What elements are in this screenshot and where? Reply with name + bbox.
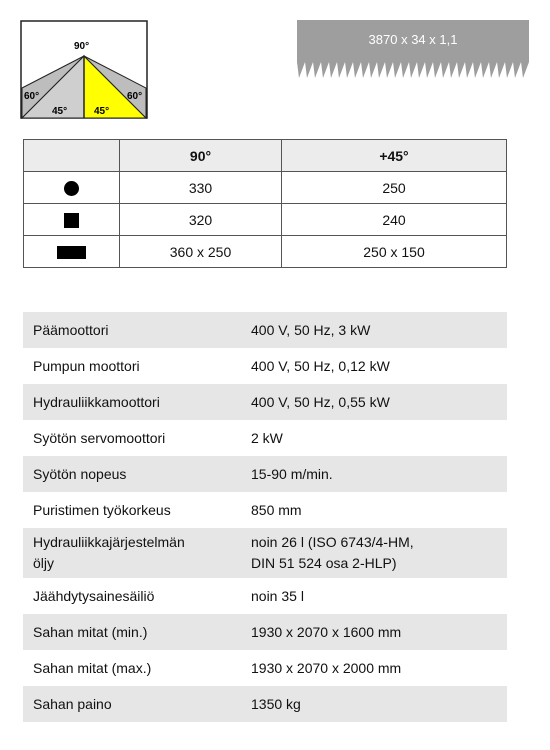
table-row xyxy=(24,236,507,268)
angle-label-left-60: 60° xyxy=(24,91,40,102)
spec-row xyxy=(23,614,507,650)
header-45: +45° xyxy=(282,140,507,172)
spec-label: Hydrauliikkajärjestelmän xyxy=(33,534,185,550)
spec-label: Syötön nopeus xyxy=(23,456,241,492)
square-icon xyxy=(64,213,79,228)
circle-icon xyxy=(64,181,79,196)
table-header-row xyxy=(24,140,507,172)
spec-label: Sahan paino xyxy=(23,686,241,722)
spec-value: 1350 kg xyxy=(241,686,507,722)
cell-45: 250 xyxy=(282,172,507,204)
cell-90: 320 xyxy=(120,204,282,236)
spec-row xyxy=(23,456,507,492)
cell-45: 240 xyxy=(282,204,507,236)
spec-row xyxy=(23,578,507,614)
spec-value: noin 35 l xyxy=(241,578,507,614)
header-90: 90° xyxy=(120,140,282,172)
blade-dimensions-label: 3870 x 34 x 1,1 xyxy=(368,32,458,47)
spec-label: Syötön servomoottori xyxy=(23,420,241,456)
spec-label: Sahan mitat (max.) xyxy=(23,650,241,686)
spec-label: Sahan mitat (min.) xyxy=(23,614,241,650)
cutting-capacity-table xyxy=(23,139,507,268)
saw-blade-graphic xyxy=(297,20,529,78)
spec-value: noin 26 l (ISO 6743/4-HM, xyxy=(251,534,414,550)
spec-label-line2: öljy xyxy=(33,555,55,571)
spec-row xyxy=(23,492,507,528)
spec-value: 400 V, 50 Hz, 0,12 kW xyxy=(241,348,507,384)
cell-90: 360 x 250 xyxy=(120,236,282,268)
angle-label-left-45: 45° xyxy=(52,106,68,117)
spec-label: Puristimen työkorkeus xyxy=(23,492,241,528)
spec-label: Hydrauliikkamoottori xyxy=(23,384,241,420)
spec-row xyxy=(23,420,507,456)
cell-45: 250 x 150 xyxy=(282,236,507,268)
spec-row xyxy=(23,650,507,686)
spec-value: 400 V, 50 Hz, 3 kW xyxy=(241,312,507,348)
spec-row xyxy=(23,686,507,722)
cell-90: 330 xyxy=(120,172,282,204)
angle-label-90: 90° xyxy=(74,41,90,52)
spec-label: Pumpun moottori xyxy=(23,348,241,384)
table-row xyxy=(24,172,507,204)
spec-value: 1930 x 2070 x 2000 mm xyxy=(241,650,507,686)
spec-value-line2: DIN 51 524 osa 2-HLP) xyxy=(251,555,397,571)
spec-value: 2 kW xyxy=(241,420,507,456)
spec-value: 850 mm xyxy=(241,492,507,528)
cutting-angle-diagram xyxy=(20,20,148,119)
angle-label-right-45: 45° xyxy=(94,106,110,117)
spec-label: Päämoottori xyxy=(23,312,241,348)
table-row xyxy=(24,204,507,236)
specifications-table xyxy=(23,312,507,722)
spec-row xyxy=(23,348,507,384)
spec-value: 1930 x 2070 x 1600 mm xyxy=(241,614,507,650)
spec-label: Jäähdytysainesäiliö xyxy=(23,578,241,614)
angle-label-right-60: 60° xyxy=(127,91,143,102)
spec-value: 15-90 m/min. xyxy=(241,456,507,492)
spec-value: 400 V, 50 Hz, 0,55 kW xyxy=(241,384,507,420)
rectangle-icon xyxy=(57,246,86,259)
spec-row xyxy=(23,312,507,348)
spec-row xyxy=(23,528,507,578)
header-empty xyxy=(24,140,120,172)
spec-row xyxy=(23,384,507,420)
